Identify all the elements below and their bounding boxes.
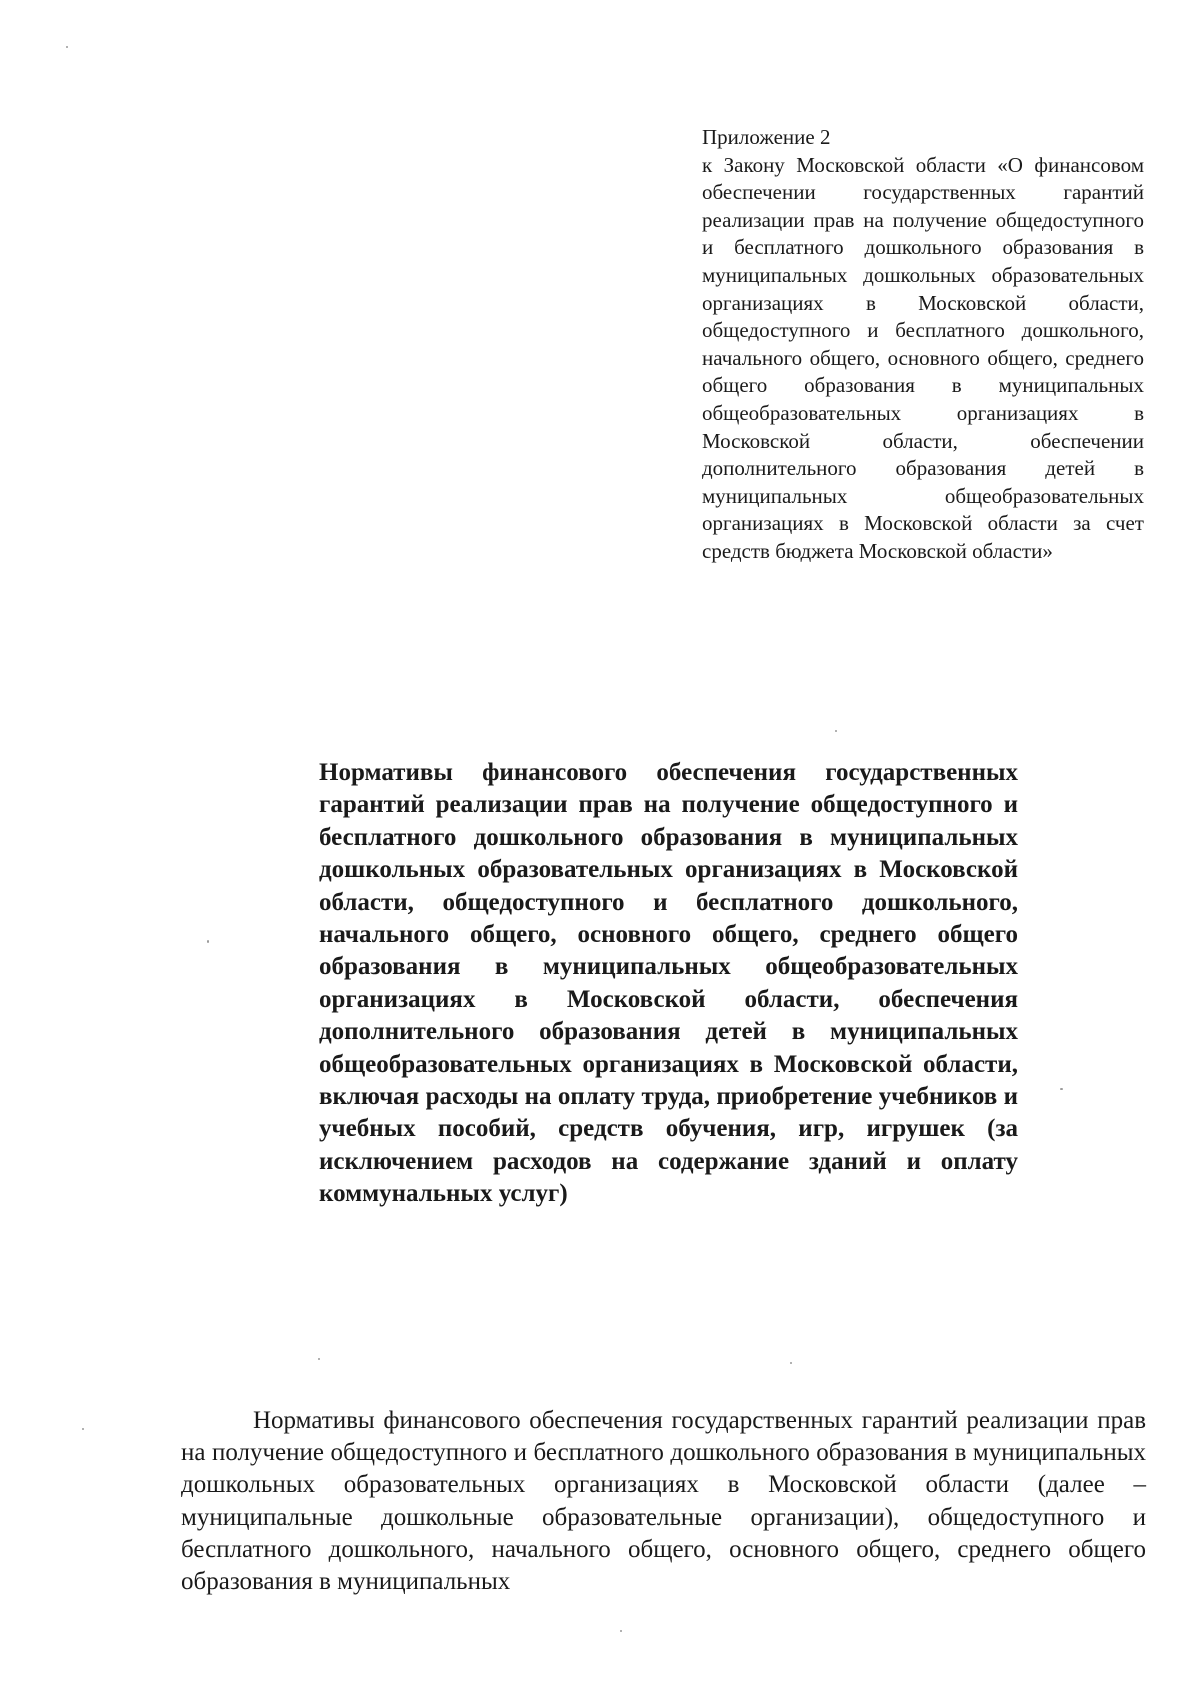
scan-speck	[318, 1358, 320, 1360]
scan-speck	[207, 940, 209, 943]
body-paragraph: Нормативы финансового обеспечения государственных гарантий реализации прав на получение общедоступного и бесплатного дошкольного образования в муниципальных дошкольных образовательных организациях в Московской области (далее – муниципальные дошкольные образовательные организации), общедоступного и бесплатного дошкольного, начального общего, основного общего, среднего общего образования в муниципальных	[181, 1407, 1146, 1596]
scan-speck	[1060, 1088, 1063, 1090]
scan-speck	[790, 1362, 792, 1364]
appendix-title: Приложение 2	[702, 125, 831, 149]
scan-speck	[66, 46, 68, 48]
scan-speck	[82, 1428, 84, 1430]
document-heading: Нормативы финансового обеспечения государственных гарантий реализации прав на получение общедоступного и бесплатного дошкольного образования в муниципальных дошкольных образовательных организациях в Московской области, общедоступного и бесплатного дошкольного, начального общего, основного общего, среднего общего образования в муниципальных общеобразовательных организациях в Московской области, обеспечения дополнительного образования детей в муниципальных общеобразовательных организациях в Московской области, включая расходы на оплату труда, приобретение учебников и учебных пособий, средств обучения, игр, игрушек (за исключением расходов на содержание зданий и оплату коммунальных услуг)	[319, 759, 1018, 1208]
scan-speck	[620, 1630, 622, 1632]
scan-speck	[835, 730, 837, 732]
appendix-reference: к Закону Московской области «О финансовом обеспечении государственных гарантий реализации прав на получение общедоступного и бесплатного дошкольного образования в муниципальных дошкольных образовательных организациях в Московской области, общедоступного и бесплатного дошкольного, начального общего, основного общего, среднего общего образования в муниципальных общеобразовательных организациях в Московской области, обеспечении дополнительного образования детей в муниципальных общеобразовательных организациях в Московской области за счет средств бюджета Московской области»	[702, 152, 1144, 563]
appendix-block	[702, 124, 1144, 566]
